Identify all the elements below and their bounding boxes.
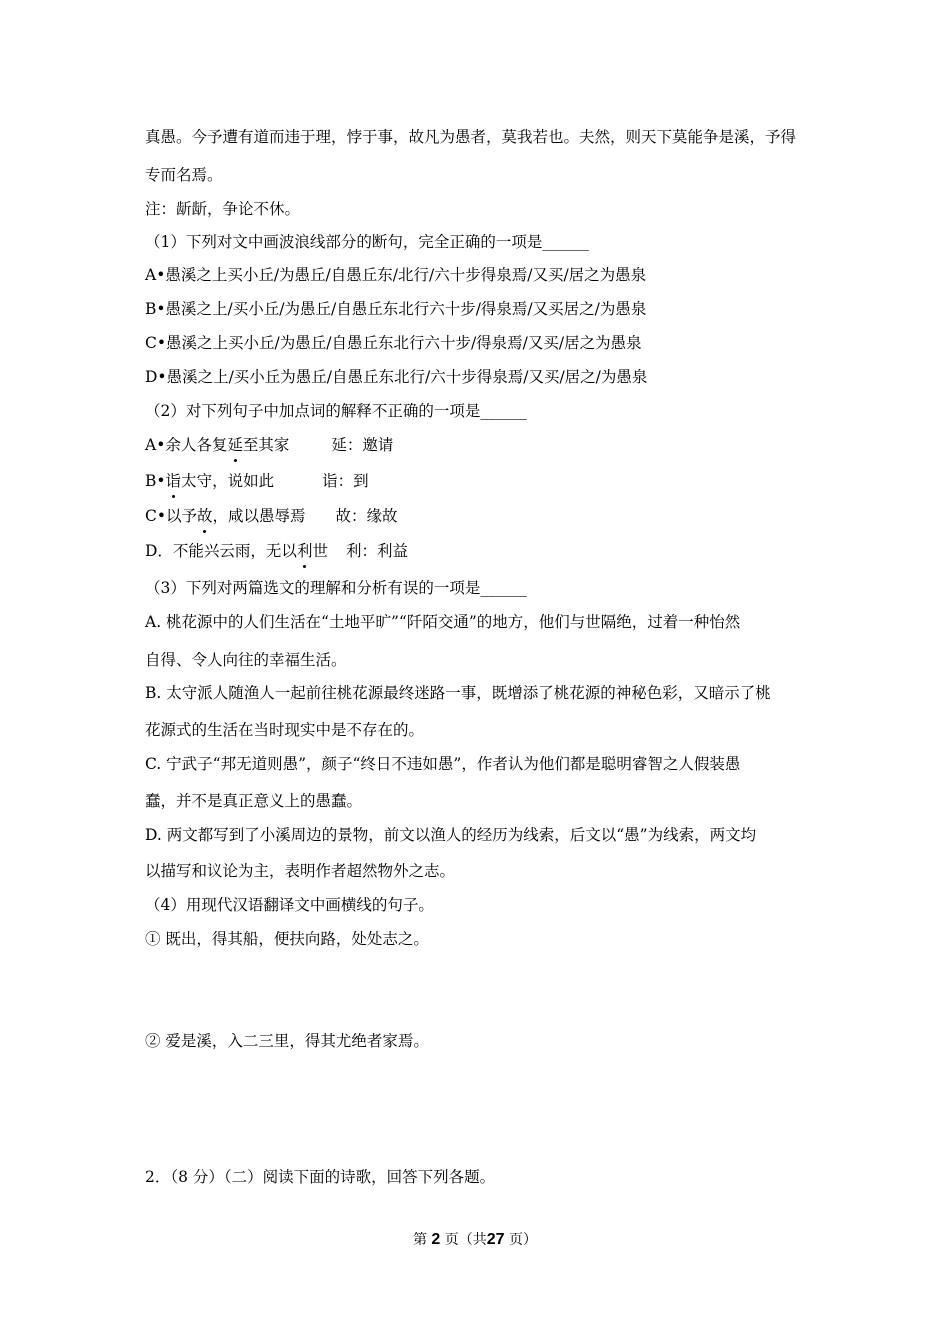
option-explanation: 故：缘故	[335, 507, 398, 525]
page-footer	[0, 1230, 950, 1250]
question-3-option-c-line-2: 蠢，并不是真正意义上的愚蠢。	[145, 792, 363, 810]
option-explanation: 诣：到	[322, 472, 369, 490]
question-4-item-1: ① 既出，得其船，便扶向路，处处志之。	[145, 930, 429, 948]
option-text: 世	[312, 542, 328, 560]
dotted-word: 延	[227, 436, 243, 454]
question-3-option-a-line-2: 自得、令人向往的幸福生活。	[145, 651, 347, 669]
question-2-stem: （2）对下列句子中加点词的解释不正确的一项是______	[145, 402, 527, 420]
dotted-word: 利	[296, 542, 313, 560]
option-text: 至其家	[242, 436, 290, 454]
option-text: ，咸以愚辱焉	[212, 507, 306, 525]
page-number: 2	[431, 1231, 441, 1248]
question-3-option-d-line-1: D. 两文都写到了小溪周边的景物，前文以渔人的经历为线索，后文以“愚”为线索，两文均	[145, 826, 757, 844]
passage-line-1: 真愚。今予遭有道而违于理，悖于事，故凡为愚者，莫我若也。夫然，则天下莫能争是溪，予得	[145, 128, 797, 146]
footer-prefix: 第	[412, 1232, 427, 1248]
question-1-option-a: A•愚溪之上买小丘/为愚丘/自愚丘东/北行/六十步得泉焉/又买/居之为愚泉	[145, 266, 647, 284]
page-total: 27	[486, 1231, 505, 1248]
passage-line-2: 专而名焉。	[145, 166, 223, 184]
option-text: 太守，说如此	[181, 472, 275, 490]
question-1-option-d: D•愚溪之上/买小丘为愚丘/自愚丘东北行/六十步得泉焉/又买/居之/为愚泉	[145, 368, 648, 386]
question-4-item-2: ② 爱是溪，入二三里，得其尤绝者家焉。	[145, 1032, 429, 1050]
question-2-option-a	[145, 435, 393, 455]
dotted-word: 故	[197, 507, 213, 525]
option-explanation: 延：邀请	[331, 436, 394, 454]
question-2-section-heading: 2．（8 分）（二）阅读下面的诗歌，回答下列各题。	[145, 1168, 496, 1186]
annotation-note: 注：龂龂，争论不休。	[145, 200, 301, 218]
option-text: B•	[145, 472, 166, 490]
footer-suffix: 页）	[509, 1232, 538, 1248]
question-4-stem: （4）用现代汉语翻译文中画横线的句子。	[145, 896, 434, 914]
question-2-option-b	[145, 471, 369, 491]
question-3-option-b-line-1: B. 太守派人随渔人一起前往桃花源最终迷路一事，既增添了桃花源的神秘色彩，又暗示了桃	[145, 684, 771, 702]
option-explanation: 利：利益	[345, 542, 408, 560]
option-text: D．不能兴云雨，无以	[145, 542, 297, 560]
option-text: A•余人各复	[145, 436, 228, 454]
question-3-option-c-line-1: C. 宁武子“邦无道则愚”，颜子“终日不违如愚”，作者认为他们都是聪明睿智之人假装愚	[145, 755, 741, 773]
question-3-option-d-line-2: 以描写和议论为主，表明作者超然物外之志。	[145, 862, 456, 880]
question-2-option-d	[145, 541, 408, 561]
question-3-option-b-line-2: 花源式的生活在当时现实中是不存在的。	[145, 721, 425, 739]
question-1-stem: （1）下列对文中画波浪线部分的断句，完全正确的一项是______	[145, 233, 589, 251]
question-2-option-c	[145, 506, 398, 526]
question-1-option-c: C•愚溪之上买小丘/为愚丘/自愚丘东北行六十步/得泉焉/又买/居之为愚泉	[145, 334, 642, 352]
option-text: C•以予	[145, 507, 198, 525]
question-3-option-a-line-1: A. 桃花源中的人们生活在“土地平旷”“阡陌交通”的地方，他们与世隔绝，过着一种怡然	[145, 613, 741, 631]
question-1-option-b: B•愚溪之上/买小丘/为愚丘/自愚丘东北行六十步/得泉焉/又买居之/为愚泉	[145, 300, 647, 318]
question-3-stem: （3）下列对两篇选文的理解和分析有误的一项是______	[145, 579, 527, 597]
dotted-word: 诣	[165, 472, 182, 490]
footer-middle: 页（共	[444, 1232, 487, 1248]
